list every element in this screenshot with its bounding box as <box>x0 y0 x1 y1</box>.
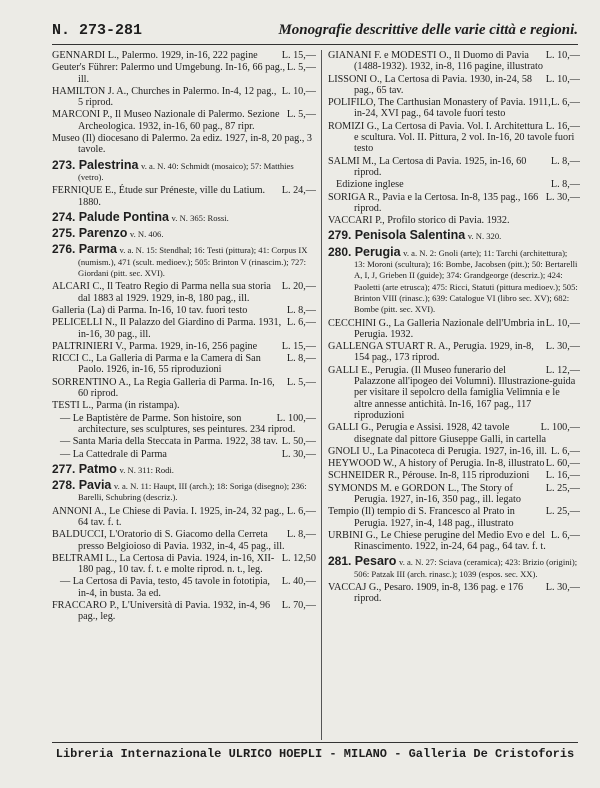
entry-text: TESTI L., Parma (in ristampa). <box>52 400 180 412</box>
topic-references: v. a. N. 27: Sciava (ceramica); 423: Brizio (origini); 506: Patzak III (arch. rinasc.); 1039 (espos. sec. XX). <box>354 557 578 579</box>
page-footer: Libreria Internazionale ULRICO HOEPLI - MILANO - Galleria De Cristoforis <box>52 742 578 769</box>
topic-number: 280. <box>328 244 355 259</box>
topic-name: Parma <box>78 242 117 257</box>
entry-price: L. 25,— <box>545 506 580 518</box>
entry-price: L. 16,— <box>545 470 580 482</box>
entry-text: PELICELLI N., Il Palazzo del Giardino di Parma. 1931, in-16, 30 pag., ill. <box>52 317 282 340</box>
entry-price: L. 8,— <box>550 155 580 167</box>
entry-text: FERNIQUE E., Étude sur Préneste, ville du Latium. 1880. <box>52 185 266 208</box>
topic-heading <box>328 230 580 242</box>
topic-references: v. N. 311: Rodi. <box>119 464 174 475</box>
topic-name: Pesaro <box>354 554 397 569</box>
topic-name: Palestrina <box>78 157 139 172</box>
entry-price: L. 12,— <box>545 364 580 376</box>
catalog-entry <box>328 156 580 179</box>
page-header <box>52 22 578 45</box>
topic-heading <box>52 480 316 504</box>
entry-text: Tempio (Il) tempio di S. Francesco al Prato in Perugia. 1927, in-4, 148 pag., illustrato <box>328 506 515 529</box>
catalog-entry <box>52 436 316 447</box>
page-title: Monografie descrittive delle varie città e regioni. <box>278 22 578 38</box>
entry-price: L. 30,— <box>545 582 580 594</box>
catalog-entry <box>328 215 580 226</box>
catalog-entry <box>52 529 316 552</box>
catalog-entry <box>328 470 580 481</box>
topic-heading <box>52 157 316 184</box>
topic-heading <box>52 209 316 224</box>
catalog-entry <box>52 185 316 208</box>
topic-number: 277. <box>52 461 79 476</box>
entry-text: SCHNEIDER R., Pérouse. In-8, 115 riproduzioni <box>328 470 530 482</box>
catalog-entry <box>52 353 316 376</box>
entry-text: — La Cattedrale di Parma <box>60 448 167 460</box>
right-column <box>328 50 580 740</box>
column-divider <box>321 50 322 740</box>
entry-price: L. 5,— <box>286 376 316 388</box>
catalog-entry <box>52 305 316 316</box>
entry-text: GALLI E., Perugia. (Il Museo funerario del Palazzone all'ipogeo dei Volumni). Illustrazione-guida per visitare il sepolcro della famiglia Velimnia e le altre annesse antichità. In-16, 167 pag., 117 riproduzioni <box>328 364 576 421</box>
topic-name: Perugia <box>354 244 401 259</box>
entry-text: MARCONI P., Il Museo Nazionale di Palermo. Sezione Archeologica. 1932, in-16, 60 pag., 87 ripr. <box>52 109 280 132</box>
entry-price: L. 16,— <box>545 120 580 132</box>
entry-text: Edizione inglese <box>336 179 404 191</box>
entry-text: ALCARI C., Il Teatro Regio di Parma nella sua storia dal 1883 al 1929. 1929, in-8, 180 pag., ill. <box>52 281 271 304</box>
topic-heading <box>52 228 316 240</box>
entry-price: L. 24,— <box>281 185 316 197</box>
catalog-entry <box>52 413 316 436</box>
topic-number: 281. <box>328 554 355 569</box>
catalog-entry <box>328 341 580 364</box>
entry-price: L. 6,— <box>550 529 580 541</box>
entry-price: L. 6,— <box>550 97 580 109</box>
entry-price: L. 100,— <box>276 412 316 424</box>
catalog-entry <box>52 109 316 132</box>
entry-text: BELTRAMI L., La Certosa di Pavia. 1924, in-16, XII-180 pag., 10 tav. f. t. e molte riprod. n. t., leg. <box>52 552 275 576</box>
entry-text: Geuter's Führer: Palermo und Umgebung. In-16, 66 pag., ill. <box>52 62 285 85</box>
page-number-range: N. 273-281 <box>52 22 143 39</box>
entry-text: Museo (Il) diocesano di Palermo. 2a ediz. 1927, in-8, 20 pag., 3 tavole. <box>52 133 313 156</box>
topic-heading <box>52 461 316 476</box>
entry-price: L. 30,— <box>545 341 580 353</box>
entry-text: GENNARDI L., Palermo. 1929, in-16, 222 pagine <box>52 50 258 61</box>
topic-number: 279. <box>328 228 355 243</box>
catalog-entry <box>52 86 316 109</box>
entry-text: GIANANI F. e MODESTI O., Il Duomo di Pavia (1488-1932). 1932, in-8, 116 pagine, illustrato <box>328 50 543 73</box>
catalog-entry <box>328 74 580 97</box>
topic-number: 273. <box>52 157 79 172</box>
catalog-entry <box>52 133 316 156</box>
entry-text: SORRENTINO A., La Regia Galleria di Parma. In-16, 60 riprod. <box>52 376 275 400</box>
catalog-entry <box>52 377 316 400</box>
catalog-entry <box>52 400 316 411</box>
entry-text: GNOLI U., La Pinacoteca di Perugia. 1927, in-16, ill. <box>328 445 547 457</box>
entry-price: L. 5,— <box>286 109 316 121</box>
entry-text: ROMIZI G., La Certosa di Pavia. Vol. I. Architettura e scultura. Vol. II. Pittura, 2 vol. In-16, 20 tavole fuori testo <box>328 120 575 155</box>
entry-text: POLIFILO, The Carthusian Monastery of Pavia. 1911, in-24, XVI pag., 64 tavole fuori testo <box>328 97 551 120</box>
entry-text: URBINI G., Le Chiese perugine del Medio Evo e del Rinascimento. 1922, in-24, 64 pag., 64 tav. f. t. <box>328 529 546 553</box>
entry-price: L. 10,— <box>545 317 580 329</box>
catalog-entry <box>52 317 316 340</box>
entry-text: SALMI M., La Certosa di Pavia. 1925, in-16, 60 riprod. <box>328 155 527 178</box>
catalog-entry <box>328 582 580 605</box>
catalog-entry <box>52 553 316 576</box>
topic-heading <box>328 556 580 580</box>
topic-number: 274. <box>52 209 79 224</box>
entry-price: L. 12,50 <box>281 552 316 564</box>
entry-price: L. 20,— <box>281 281 316 293</box>
entry-price: L. 8,— <box>286 304 316 316</box>
entry-text: RICCI C., La Galleria di Parma e la Camera di San Paolo. 1926, in-16, 55 riproduzioni <box>52 353 261 376</box>
entry-price: L. 6,— <box>550 445 580 457</box>
topic-name: Parenzo <box>78 226 128 241</box>
topic-number: 278. <box>52 478 79 493</box>
topic-references: v. a. N. 40: Schmidt (mosaico); 57: Matthies (vetro). <box>78 160 294 182</box>
topic-references: v. a. N. 2: Gnoli (arte); 11: Tarchi (architettura); 13: Moroni (scultura); 16: Bombe, Jacobsen (pitt.); 50: Bertarelli A, I, J, Grieben II (guide); 374: Grandgeorge (descriz.); 424: Paoletti (arte etrusca); 475: Ricci, Statuti (pittura medioev.); 505: Brinton VIII (rinasc.); 639: Catalogue VI (libro sec. XV); 682: Bombe (pitt. sec. XVI). <box>354 247 578 315</box>
catalog-entry <box>328 458 580 469</box>
catalog-entry <box>52 50 316 61</box>
entry-text: SORIGA R., Pavia e la Certosa. In-8, 135 pag., 166 riprod. <box>328 191 539 214</box>
catalog-entry <box>328 318 580 341</box>
catalog-entry <box>52 341 316 352</box>
catalog-entry <box>328 446 580 457</box>
entry-text: VACCAJ G., Pesaro. 1909, in-8, 136 pag. e 176 riprod. <box>328 582 524 605</box>
entry-text: PALTRINIERI V., Parma. 1929, in-16, 256 pagine <box>52 340 258 352</box>
topic-references: v. N. 365: Rossi. <box>171 212 229 223</box>
entry-text: GALLI G., Perugia e Assisi. 1928, 42 tavole disegnate dal pittore Giuseppe Galli, in cartella <box>328 422 547 445</box>
entry-text: — Le Baptistère de Parme. Son histoire, son architecture, ses sculptures, ses peintures. 234 riprod. <box>60 412 296 435</box>
entry-price: L. 10,— <box>545 50 580 61</box>
entry-price: L. 50,— <box>281 436 316 448</box>
catalog-entry <box>328 422 580 445</box>
entry-price: L. 6,— <box>286 505 316 517</box>
entry-price: L. 30,— <box>281 448 316 460</box>
entry-price: L. 15,— <box>281 340 316 352</box>
entry-price: L. 40,— <box>281 576 316 588</box>
catalog-entry <box>52 62 316 85</box>
entry-text: VACCARI P., Profilo storico di Pavia. 1932. <box>328 215 510 227</box>
entry-text: — La Certosa di Pavia, testo, 45 tavole in fototipia, in-4, in busta. 3a ed. <box>60 576 270 599</box>
entry-price: L. 60,— <box>545 458 580 470</box>
topic-number: 275. <box>52 226 79 241</box>
catalog-entry <box>52 281 316 304</box>
entry-price: L. 10,— <box>281 85 316 97</box>
entry-text: SYMONDS M. e GORDON L., The Story of Perugia. 1927, in-16, 350 pag., ill. legato <box>328 482 521 505</box>
entry-price: L. 8,— <box>550 179 580 191</box>
entry-price: L. 10,— <box>545 73 580 85</box>
entry-price: L. 8,— <box>286 353 316 365</box>
catalog-entry <box>52 576 316 599</box>
entry-text: HEYWOOD W., A history of Perugia. In-8, illustrato <box>328 458 545 470</box>
catalog-entry <box>52 600 316 623</box>
entry-text: ANNONI A., Le Chiese di Pavia. I. 1925, in-24, 32 pag., 64 tav. f. t. <box>52 505 285 528</box>
entry-price: L. 5,— <box>286 62 316 74</box>
entry-price: L. 25,— <box>545 482 580 494</box>
catalog-entry <box>328 192 580 215</box>
topic-number: 276. <box>52 242 79 257</box>
entry-price: L. 6,— <box>286 317 316 329</box>
topic-references: v. a. N. 11: Haupt, III (arch.); 18: Soriga (disegno); 236: Barelli, Schubring (descriz.). <box>78 481 307 503</box>
topic-heading <box>328 244 580 316</box>
entry-price: L. 8,— <box>286 529 316 541</box>
entry-text: BALDUCCI, L'Oratorio di S. Giacomo della Cerreta presso Belgioioso di Pavia. 1932, in-4, 45 pag., ill. <box>52 529 285 552</box>
entry-price: L. 30,— <box>545 191 580 203</box>
topic-name: Pavia <box>78 478 112 493</box>
entry-price: L. 70,— <box>281 600 316 612</box>
entry-text: — Santa Maria della Steccata in Parma. 1922, 38 tav. <box>60 436 278 448</box>
catalog-entry <box>328 97 580 120</box>
catalog-entry <box>52 449 316 460</box>
entry-text: FRACCARO P., L'Università di Pavia. 1932, in-4, 96 pag., leg. <box>52 600 271 623</box>
entry-text: CECCHINI G., La Galleria Nazionale dell'Umbria in Perugia. 1932. <box>328 317 545 340</box>
topic-references: v. a. N. 15: Stendhal; 16: Testi (pittura); 41: Corpus IX (numism.), 471 (scult. medioev.); 505: Brinton V (rinascim.); 727: Giordani (pitt. sec. XVI). <box>78 245 308 279</box>
catalog-entry <box>52 506 316 529</box>
topic-name: Patmo <box>78 461 117 476</box>
catalog-entry <box>328 50 580 73</box>
topic-name: Penisola Salentina <box>354 228 466 243</box>
catalog-entry <box>328 530 580 553</box>
entry-price: L. 100,— <box>540 422 580 434</box>
catalog-entry <box>328 365 580 421</box>
topic-heading <box>52 244 316 279</box>
catalog-entry <box>328 483 580 506</box>
topic-name: Palude Pontina <box>78 209 169 224</box>
entry-text: LISSONI O., La Certosa di Pavia. 1930, in-24, 58 pag., 65 tav. <box>328 73 533 96</box>
topic-references: v. N. 406. <box>129 229 164 240</box>
catalog-entry <box>328 179 580 190</box>
entry-text: Galleria (La) di Parma. In-16, 10 tav. fuori testo <box>52 304 248 316</box>
entry-price: L. 15,— <box>281 50 316 61</box>
entry-text: GALLENGA STUART R. A., Perugia. 1929, in-8, 154 pag., 173 riprod. <box>328 341 534 364</box>
left-column <box>52 50 316 740</box>
topic-references: v. N. 320. <box>467 231 502 242</box>
entry-text: HAMILTON J. A., Churches in Palermo. In-4, 12 pag., 5 riprod. <box>52 85 277 109</box>
catalog-entry <box>328 506 580 529</box>
catalog-entry <box>328 121 580 155</box>
